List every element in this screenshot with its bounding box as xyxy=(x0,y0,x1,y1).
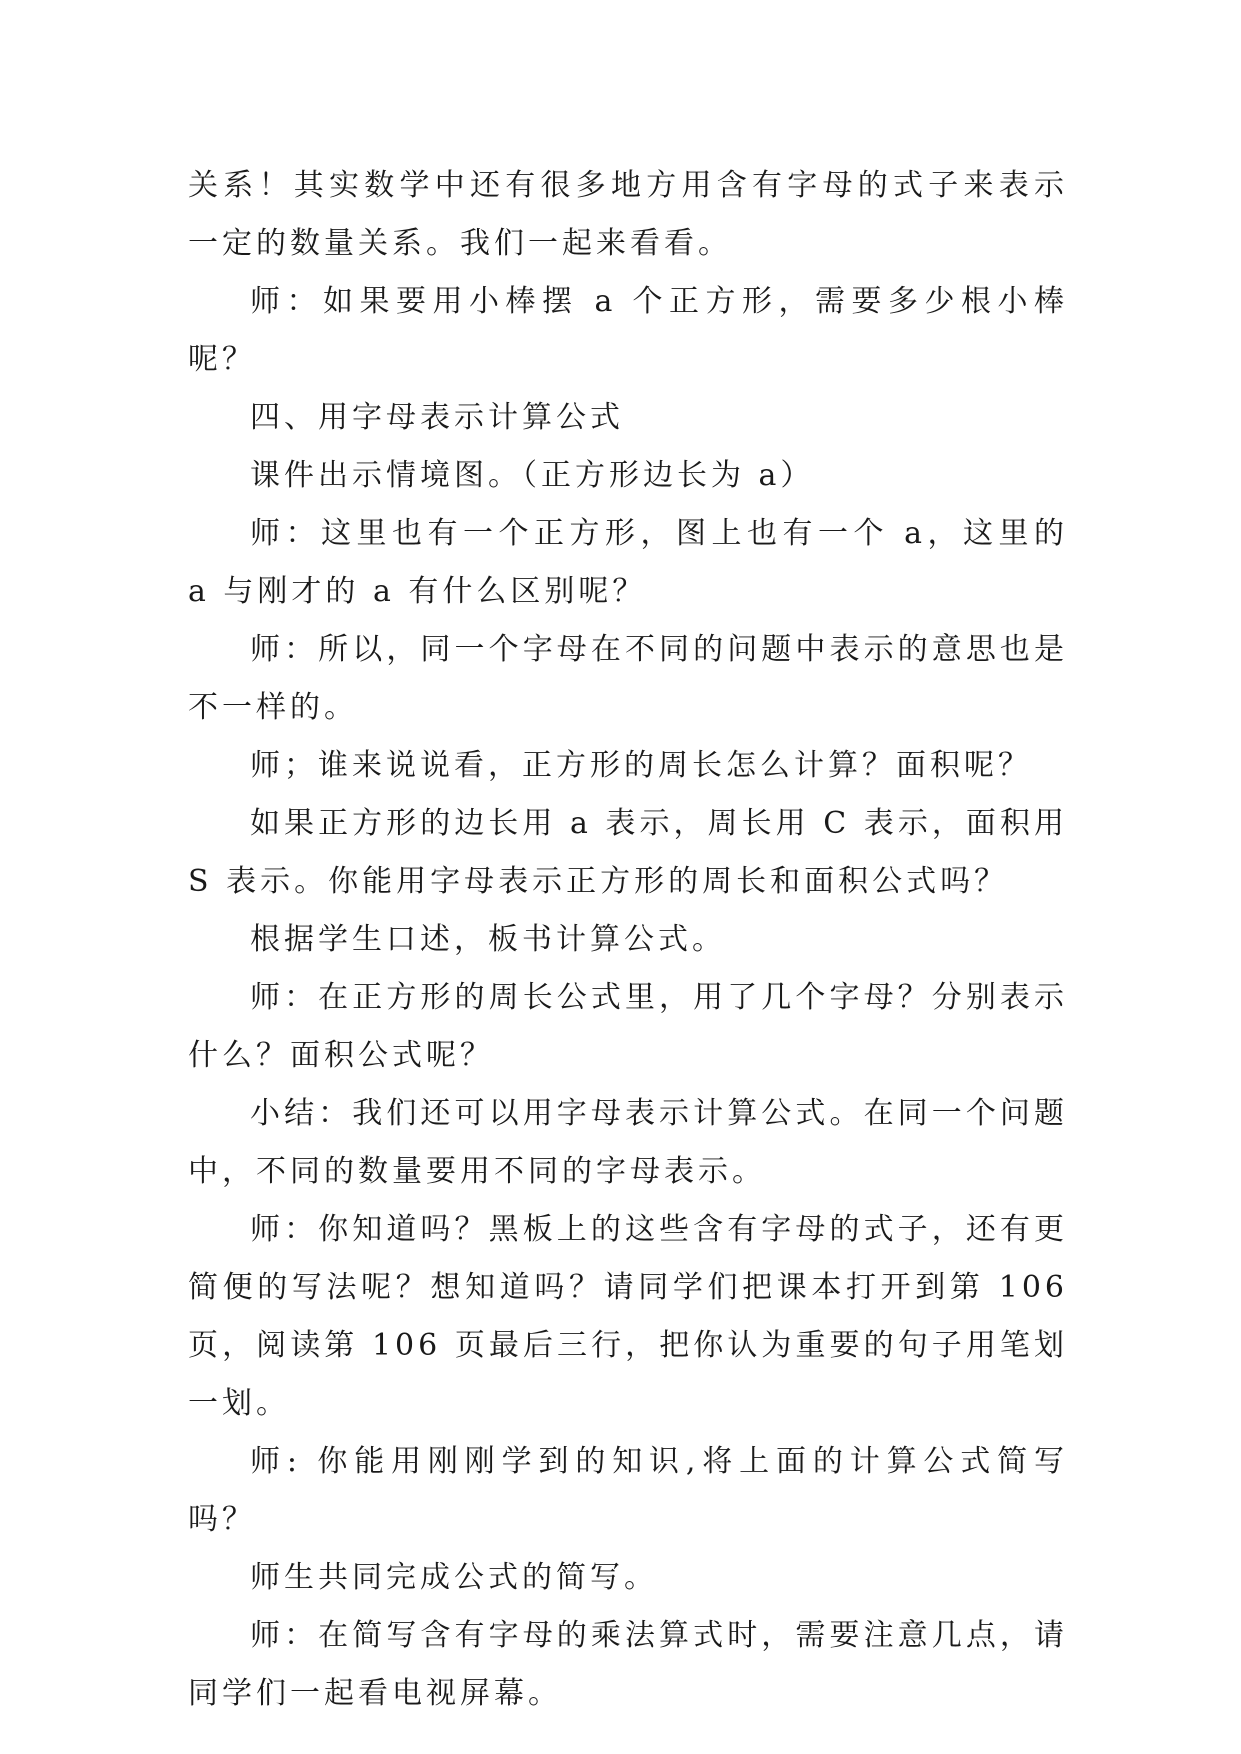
document-body xyxy=(188,157,1068,1723)
paragraph: 课件出示情境图。（正方形边长为 a） xyxy=(250,458,815,493)
summary-paragraph: 小结：我们还可以用字母表示计算公式。在同一个问题中，不同的数量要用不同的字母表示。 xyxy=(188,1096,1068,1189)
paragraph: 根据学生口述，板书计算公式。 xyxy=(250,922,726,957)
paragraph: 师：在简写含有字母的乘法算式时，需要注意几点，请同学们一起看电视屏幕。 xyxy=(188,1618,1068,1711)
paragraph: 师: 你能用刚刚学到的知识,将上面的计算公式简写吗？ xyxy=(188,1444,1068,1537)
paragraph: 师：如果要用小棒摆 a 个正方形，需要多少根小棒呢？ xyxy=(188,284,1068,377)
section-heading: 四、用字母表示计算公式 xyxy=(250,400,624,435)
paragraph: 师；谁来说说看，正方形的周长怎么计算？面积呢？ xyxy=(250,748,1032,783)
paragraph: 师生共同完成公式的简写。 xyxy=(250,1560,658,1595)
paragraph: 师：在正方形的周长公式里，用了几个字母？分别表示什么？面积公式呢？ xyxy=(188,980,1068,1073)
paragraph: 师：这里也有一个正方形，图上也有一个 a，这里的 a 与刚才的 a 有什么区别呢？ xyxy=(188,516,1068,609)
paragraph: 师：所以，同一个字母在不同的问题中表示的意思也是不一样的。 xyxy=(188,632,1068,725)
paragraph: 如果正方形的边长用 a 表示，周长用 C 表示，面积用 S 表示。你能用字母表示正方形的周长和面积公式吗？ xyxy=(188,806,1068,899)
paragraph: 师：你知道吗？黑板上的这些含有字母的式子，还有更简便的写法呢？想知道吗？请同学们把课本打开到第 106 页，阅读第 106 页最后三行，把你认为重要的句子用笔划一划。 xyxy=(188,1212,1068,1421)
paragraph: 关系！其实数学中还有很多地方用含有字母的式子来表示一定的数量关系。我们一起来看看。 xyxy=(188,168,1068,261)
